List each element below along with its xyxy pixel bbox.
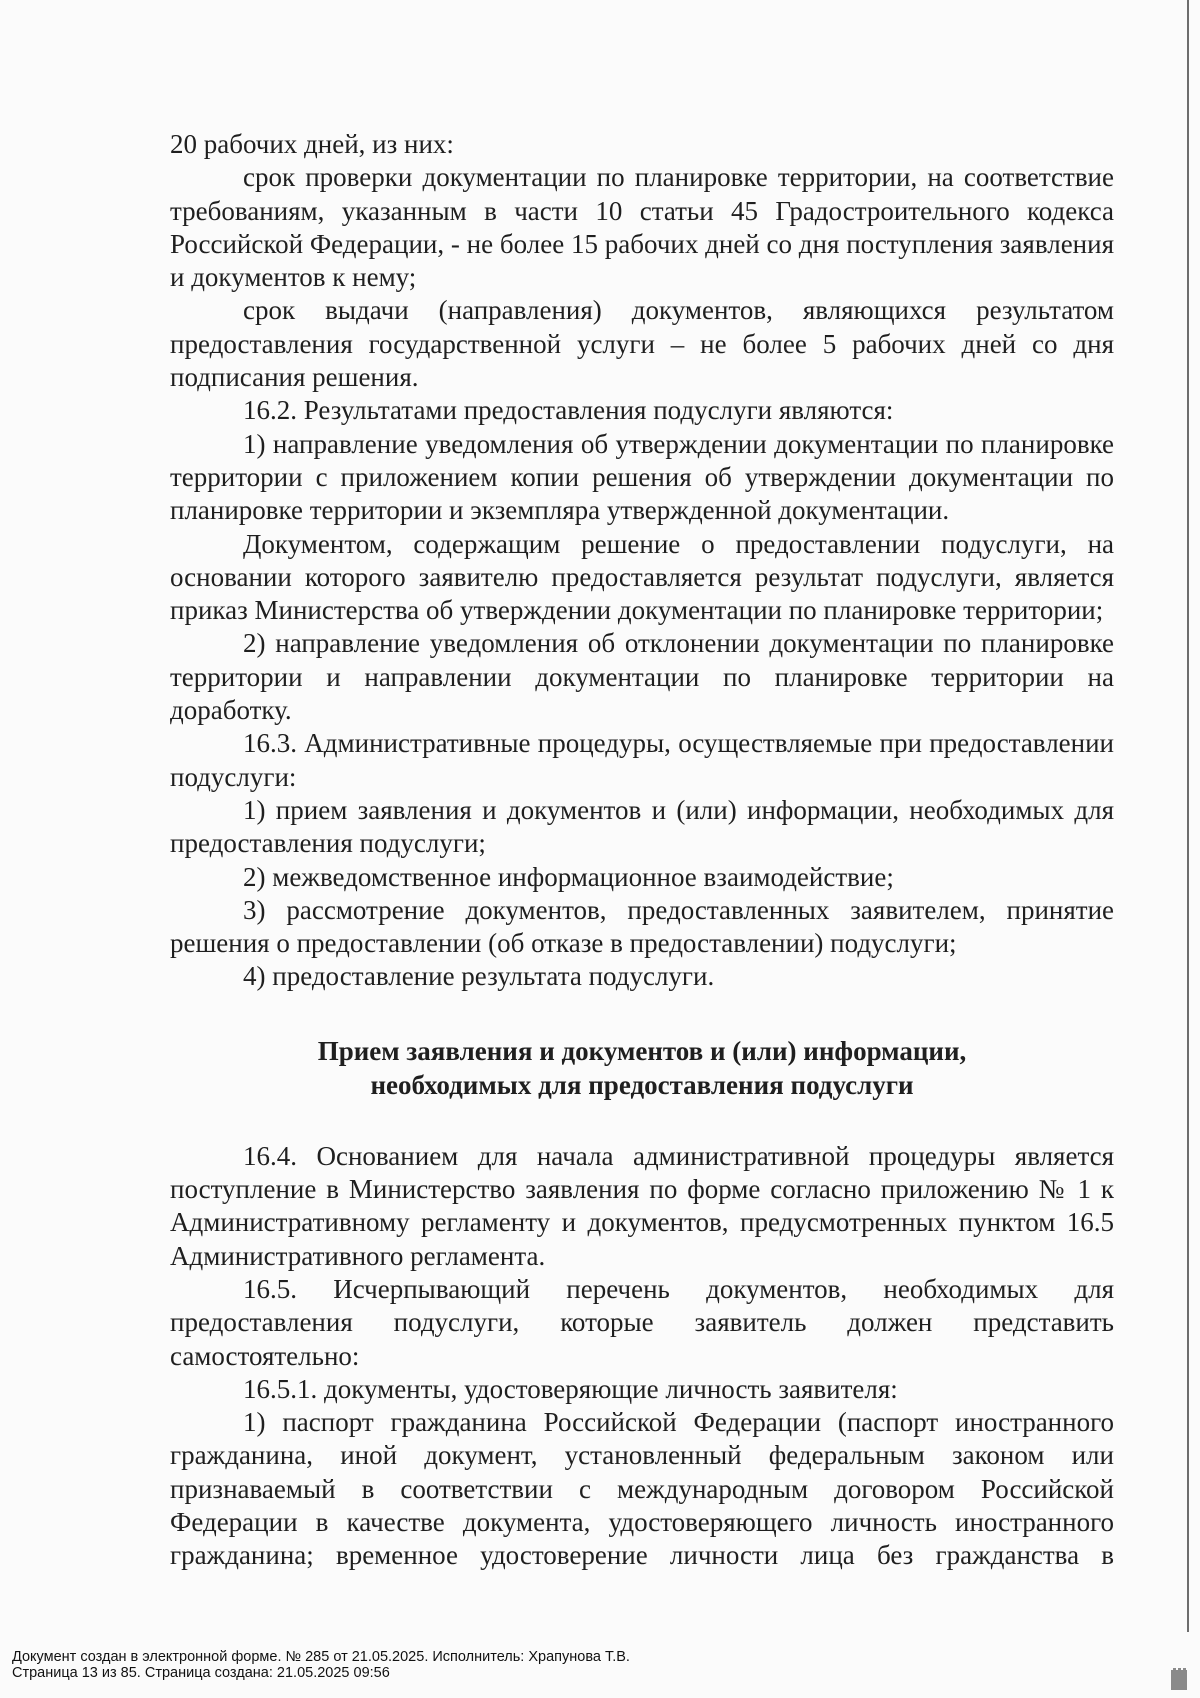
paragraph: 3) рассмотрение документов, предоставленных заявителем, принятие решения о предоставлении (об отказе в предоставлении) подуслуги; [170, 894, 1114, 959]
paragraph: 1) прием заявления и документов и (или) информации, необходимых для предоставления подуслуги; [170, 794, 1114, 859]
paragraph: 1) паспорт гражданина Российской Федерации (паспорт иностранного гражданина, иной документ, установленный федеральным законом или признаваемый в соответствии с международным договором Российской Федерации в качестве документа, удостоверяющего личность иностранного гражданина; временное удостоверение личности лица без гражданства в [170, 1407, 1114, 1571]
paragraph: 16.5.1. документы, удостоверяющие личность заявителя: [243, 1373, 898, 1404]
footer-line: Документ создан в электронной форме. № 285 от 21.05.2025. Исполнитель: Храпунова Т.В. [12, 1649, 630, 1665]
scan-edge-line [1187, 0, 1189, 1632]
paragraph: 4) предоставление результата подуслуги. [243, 961, 715, 992]
paragraph: 16.3. Административные процедуры, осуществляемые при предоставлении подуслуги: [170, 728, 1114, 792]
paragraph: 20 рабочих дней, из них: [170, 129, 454, 159]
paragraph: срок выдачи (направления) документов, являющихся результатом предоставления государственной услуги – не более 5 рабочих дней со дня подписания решения. [170, 295, 1114, 393]
emblem-icon [1170, 1668, 1188, 1692]
paragraph: 16.2. Результатами предоставления подуслуги являются: [243, 395, 894, 426]
paragraph: Документом, содержащим решение о предоставлении подуслуги, на основании которого заявителю предоставляется результат подуслуги, является приказ Министерства об утверждении документации по планировке территории; [170, 528, 1114, 626]
footer-line: Страница 13 из 85. Страница создана: 21.05.2025 09:56 [12, 1665, 390, 1681]
section-heading-line: Прием заявления и документов и (или) информации, [317, 1035, 967, 1066]
paragraph: 2) межведомственное информационное взаимодействие; [243, 861, 894, 892]
paragraph: срок проверки документации по планировке территории, на соответствие требованиям, указанным в части 10 статьи 45 Градостроительного кодекса Российской Федерации, - не более 15 рабочих дней со дня поступления заявления и документов к нему; [170, 162, 1114, 293]
paragraph: 16.5. Исчерпывающий перечень документов, необходимых для предоставления подуслуги, которые заявитель должен представить самостоятельно: [170, 1273, 1114, 1371]
document-footer [12, 1649, 630, 1681]
paragraph: 2) направление уведомления об отклонении документации по планировке территории и направлении документации по планировке территории на доработку. [170, 628, 1114, 726]
section-heading [170, 1034, 1114, 1102]
paragraph: 1) направление уведомления об утверждении документации по планировке территории с приложением копии решения об утверждении документации по планировке территории и экземпляра утвержденной документации. [170, 428, 1114, 526]
section-heading-line: необходимых для предоставления подуслуги [370, 1069, 914, 1100]
document-body [170, 128, 1114, 1573]
paragraph: 16.4. Основанием для начала административной процедуры является поступление в Министерство заявления по форме согласно приложению № 1 к Административному регламенту и документов, предусмотренных пунктом 16.5 Административного регламента. [170, 1140, 1114, 1271]
